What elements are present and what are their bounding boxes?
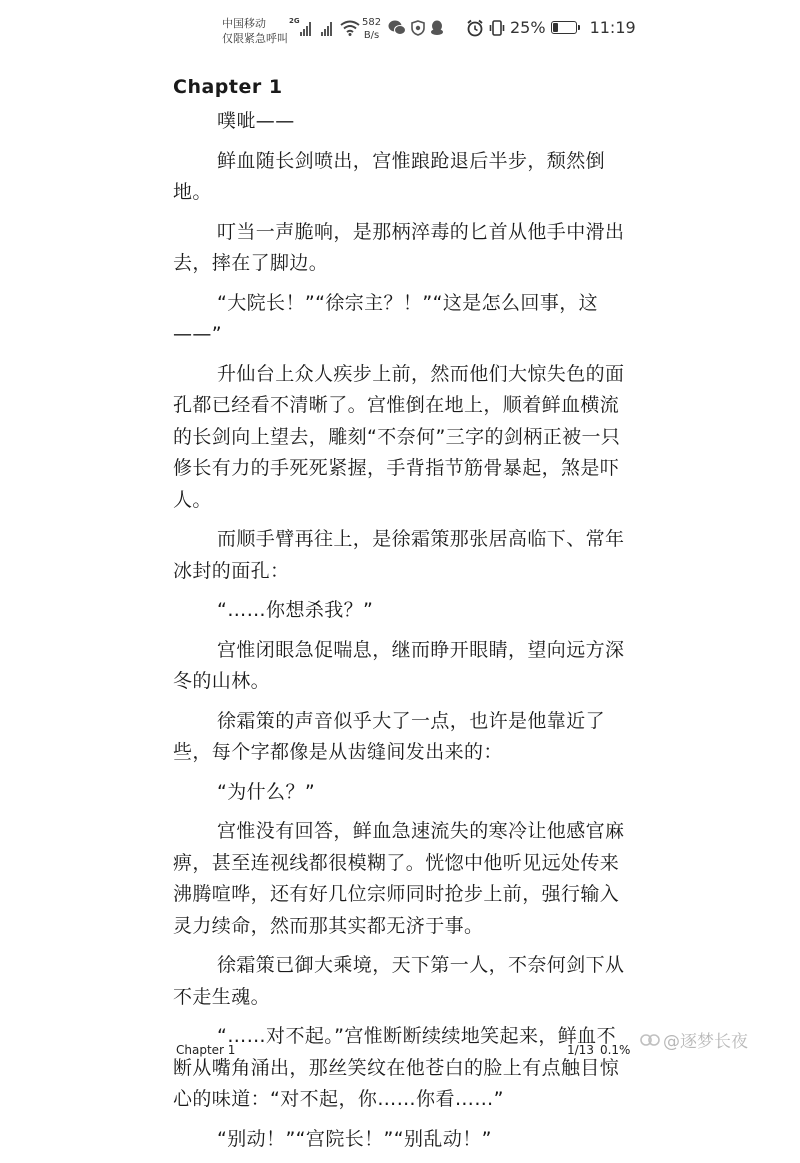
- vibrate-icon: [489, 19, 505, 37]
- carrier-info: [222, 16, 288, 46]
- network-speed-value: 582: [362, 17, 382, 28]
- system-status: [466, 18, 636, 37]
- paragraph: “别动！”“宫院长！”“别乱动！”: [217, 1127, 492, 1150]
- carrier-emergency-only: 仅限紧急呼叫: [222, 32, 288, 45]
- paragraph: 徐霜策已御大乘境，天下第一人，不奈何剑下从不走生魂。: [173, 954, 625, 1008]
- paragraph: 叮当一声脆响，是那柄淬毒的匕首从他手中滑出去，摔在了脚边。: [173, 220, 625, 274]
- paragraph: “为什么？”: [217, 780, 316, 803]
- paragraph: 宫惟没有回答，鲜血急速流失的寒冷让他感官麻痹，甚至连视线都很模糊了。恍惚中他听见远处传来沸腾喧哗，还有好几位宗师同时抢步上前，强行输入灵力续命，然而那其实都无济于事。: [173, 820, 625, 937]
- battery-percent: 25%: [510, 18, 546, 37]
- wechat-icon: [388, 20, 406, 36]
- reader-text[interactable]: [173, 106, 633, 1163]
- paragraph: 而顺手臂再往上，是徐霜策那张居高临下、常年冰封的面孔：: [173, 528, 625, 582]
- battery-icon: [551, 21, 577, 34]
- shield-app-icon: [410, 20, 426, 36]
- paragraph: “……你想杀我？”: [217, 599, 374, 621]
- page-indicator: 1/13: [567, 1043, 594, 1057]
- chapter-title: Chapter 1: [173, 76, 283, 98]
- paragraph: 鲜血随长剑喷出，宫惟踉跄退后半步，颓然倒地。: [173, 149, 606, 203]
- network-speed: [362, 16, 381, 42]
- notification-icons: [388, 20, 444, 36]
- network-type-label: 2G: [289, 17, 300, 25]
- carrier-name: 中国移动: [222, 17, 266, 30]
- signal-strength-icon: [289, 17, 311, 36]
- network-speed-unit: B/s: [363, 30, 380, 41]
- percent-read: 0.1%: [599, 1043, 631, 1057]
- clock-time: 11:19: [589, 18, 636, 37]
- qq-icon: [430, 20, 444, 36]
- signal-indicators: [289, 17, 332, 36]
- status-bar: [0, 0, 800, 62]
- watermark-logo-icon: [640, 1031, 660, 1049]
- paragraph: 徐霜策的声音似乎大了一点，也许是他靠近了些，每个字都像是从齿缝间发出来的：: [173, 709, 606, 763]
- paragraph: “大院长！”“徐宗主？！”“这是怎么回事，这——”: [173, 291, 599, 345]
- paragraph: “……对不起。”宫惟断断续续地笑起来，鲜血不断从嘴角涌出，那丝笑纹在他苍白的脸上有点触目惊心的味道：“对不起，你……你看……”: [173, 1025, 620, 1110]
- signal-strength-icon-2: [321, 20, 332, 36]
- paragraph: 升仙台上众人疾步上前，然而他们大惊失色的面孔都已经看不清晰了。宫惟倒在地上，顺着鲜血横流的长剑向上望去，雕刻“不奈何”三字的剑柄正被一只修长有力的手死死紧握，手背指节筋骨暴起，煞是吓人。: [173, 362, 625, 511]
- reading-progress: [567, 1043, 630, 1057]
- paragraph: 宫惟闭眼急促喘息，继而睁开眼睛，望向远方深冬的山林。: [173, 638, 625, 692]
- wifi-icon: [340, 20, 360, 36]
- paragraph: 噗呲——: [217, 110, 295, 132]
- footer-chapter-label: Chapter 1: [176, 1043, 236, 1057]
- alarm-icon: [466, 19, 484, 37]
- watermark-text: @逐梦长夜: [663, 1032, 748, 1052]
- watermark: [640, 1027, 748, 1052]
